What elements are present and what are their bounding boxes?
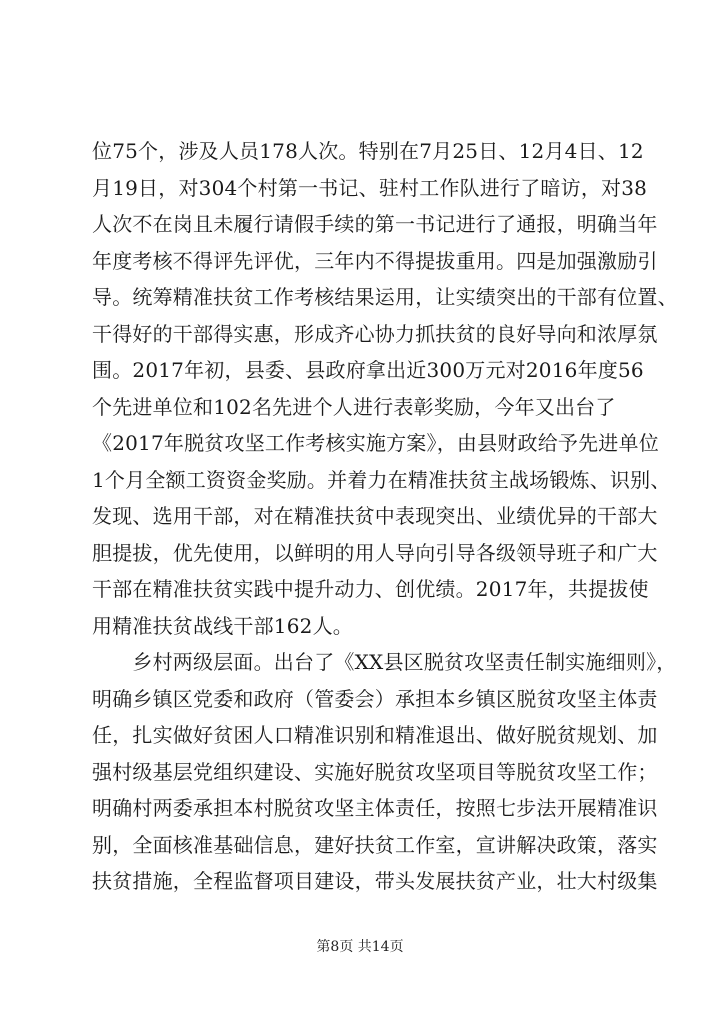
text-line: 发现、选用干部，对在精准扶贫中表现突出、业绩优异的干部大 xyxy=(92,504,658,528)
text-line: 扶贫措施，全程监督项目建设，带头发展扶贫产业，壮大村级集 xyxy=(92,869,658,893)
text-line: 1个月全额工资资金奖励。并着力在精准扶贫主战场锻炼、识别、 xyxy=(92,467,671,492)
text-line: 干得好的干部得实惠，形成齐心协力抓扶贫的良好导向和浓厚氛 xyxy=(92,321,658,346)
text-line: 《2017年脱贫攻坚工作考核实施方案》，由县财政给予先进单位 xyxy=(92,431,659,455)
text-line: 人次不在岗且未履行请假手续的第一书记进行了通报，明确当年 xyxy=(92,212,658,236)
text-line: 干部在精准扶贫实践中提升动力、创优绩。2017年，共提拔使 xyxy=(92,577,649,601)
text-line: 用精准扶贫战线干部162人。 xyxy=(92,613,353,638)
text-line: 胆提拔，优先使用，以鲜明的用人导向引导各级领导班子和广大 xyxy=(92,540,658,565)
text-line: 明确村两委承担本村脱贫攻坚主体责任，按照七步法开展精准识 xyxy=(92,796,658,820)
text-line: 年度考核不得评先评优，三年内不得提拔重用。四是加强激励引 xyxy=(92,248,658,273)
text-line: 明确乡镇区党委和政府（管委会）承担本乡镇区脱贫攻坚主体责 xyxy=(92,686,658,711)
text-line: 别，全面核准基础信息，建好扶贫工作室，宣讲解决政策，落实 xyxy=(92,832,658,857)
text-line: 乡村两级层面。出台了《XX县区脱贫攻坚责任制实施细则》， xyxy=(92,650,677,674)
text-line: 个先进单位和102名先进个人进行表彰奖励，今年又出台了 xyxy=(92,394,616,419)
page-footer: 第8页 共14页 xyxy=(316,939,404,955)
text-line: 位75个，涉及人员178人次。特别在7月25日、12月4日、12 xyxy=(92,139,644,163)
text-line: 围。2017年初，县委、县政府拿出近300万元对2016年度56 xyxy=(92,358,644,382)
text-line: 强村级基层党组织建设、实施好脱贫攻坚项目等脱贫攻坚工作； xyxy=(92,759,658,784)
body-text xyxy=(92,133,678,900)
text-line: 任，扎实做好贫困人口精准识别和精准退出、做好脱贫规划、加 xyxy=(92,723,658,747)
text-line: 导。统筹精准扶贫工作考核结果运用，让实绩突出的干部有位置、 xyxy=(92,285,678,309)
text-line: 月19日，对304个村第一书记、驻村工作队进行了暗访，对38 xyxy=(92,175,648,200)
